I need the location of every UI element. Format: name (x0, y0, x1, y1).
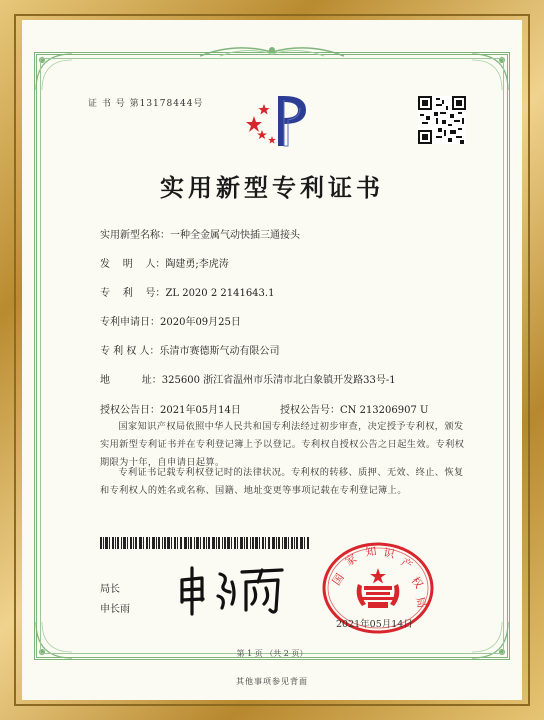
svg-text:国: 国 (329, 571, 347, 588)
field-patentee (100, 342, 280, 357)
field-label: 专利申请日： (100, 317, 160, 328)
certificate-number-label: 证 书 号 (88, 99, 126, 109)
field-value: 乐清市赛德斯气动有限公司 (159, 346, 280, 357)
qr-code-icon (418, 96, 466, 144)
barcode-icon (100, 537, 310, 549)
certificate-number-value: 第13178444号 (129, 99, 204, 109)
field-application-date (100, 313, 241, 328)
statement-paragraph-2: 专利证书记载专利权登记时的法律状况。专利权的转移、质押、无效、终止、恢复和专利权人的姓名或名称、国籍、地址变更等事项记载在专利登记簿上。 (100, 467, 464, 496)
svg-text:权: 权 (408, 574, 426, 591)
seal-date: 2021年05月14日 (336, 619, 413, 630)
field-label: 专 利 权 人： (100, 346, 160, 357)
field-value: ZL 2020 2 2141643.1 (165, 288, 275, 299)
field-grant-publication-number (280, 401, 428, 416)
field-value: 2020年09月25日 (160, 317, 241, 328)
page-number: 第 1 页 （共 2 页） (236, 649, 308, 658)
footer-note: 其他事项参见背面 (236, 677, 308, 686)
field-inventor (100, 255, 229, 270)
field-value: 2021年05月14日 (160, 405, 241, 416)
svg-text:识: 识 (382, 546, 396, 561)
svg-text:知: 知 (364, 544, 378, 559)
field-value: CN 213206907 U (340, 405, 429, 416)
field-label: 发 明 人： (100, 259, 166, 270)
field-value: 陶建勇;李虎涛 (165, 259, 229, 270)
field-utility-model-name (100, 226, 300, 241)
director-signature-icon (176, 564, 286, 616)
field-label: 地 址： (100, 375, 162, 386)
statement-paragraph-1: 国家知识产权局依照中华人民共和国专利法经过初步审查，决定授予专利权，颁发实用新型专利证书并在专利登记簿上予以登记。专利权自授权公告之日起生效。专利权期限为十年，自申请日起算。 (100, 421, 465, 468)
top-ornament (200, 42, 344, 60)
field-label: 授权公告号： (280, 405, 340, 416)
field-grant-date (100, 401, 241, 416)
field-patent-number (100, 284, 274, 299)
field-value: 325600 浙江省温州市乐清市北白象镇开发路33号-1 (161, 375, 396, 386)
svg-text:局: 局 (413, 595, 429, 610)
field-label: 专 利 号： (100, 288, 166, 299)
field-label: 实用新型名称： (100, 230, 170, 241)
cnipa-logo-icon (240, 90, 320, 152)
svg-text:家: 家 (343, 551, 360, 569)
certificate-number (88, 96, 203, 109)
field-value: 一种全金属气动快插三通接头 (170, 230, 300, 241)
field-address (100, 371, 396, 386)
svg-text:产: 产 (398, 555, 415, 573)
director-name: 申长雨 (100, 604, 130, 615)
certificate-title: 实用新型专利证书 (160, 173, 384, 202)
director-title: 局长 (100, 584, 120, 595)
field-label: 授权公告日： (100, 405, 160, 416)
